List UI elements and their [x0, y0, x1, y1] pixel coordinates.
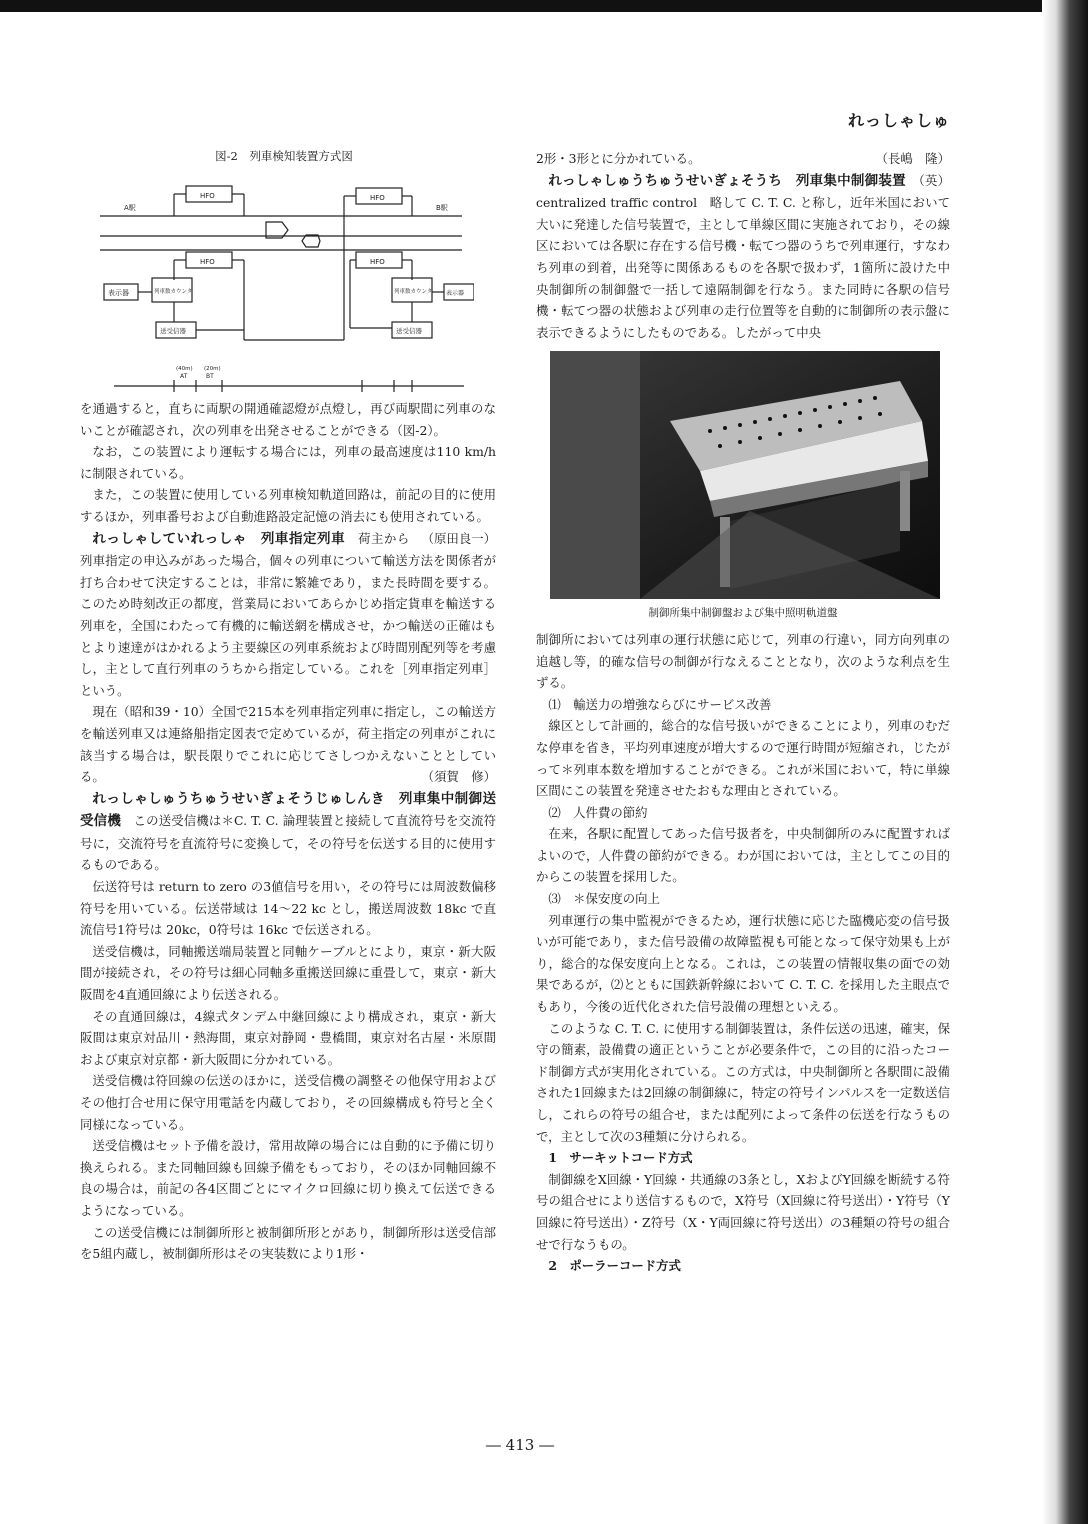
paragraph-text: また，この装置に使用している列車検知軌道回路は，前記の目的に使用するほか，列車番号および自動進路設定記憶の消去にも使用されている。 — [80, 487, 496, 524]
entry-headword: れっしゃしていれっしゃ 列車指定列車 — [92, 530, 346, 547]
author-signature: （原田良一） — [421, 530, 496, 546]
left-column — [80, 398, 496, 1265]
paragraph: を通過すると，直ちに両駅の開通確認燈が点燈し，再び両駅間に列車のないことが確認され，次の列車を出発させることができる（図-2）。 — [80, 401, 496, 438]
paragraph: 送受信機はセット予備を設け，常用故障の場合には自動的に予備に切り換えられる。また同軸回線も回線予備をもっており，そのほか同軸回線不良の場合は，前記の各4区間ごとにマイクロ回線に切り換えて伝送できるようになっている。 — [80, 1138, 496, 1218]
paragraph: 制御線をX回線・Y回線・共通線の3条とし，XおよびY回線を断続する符号の組合せにより送信するもので，X符号（X回線に符号送出）・Y符号（Y回線に符号送出）・Z符号（X・Y両回線に符号送出）の3種類の符号の組合せで行なうもの。 — [536, 1171, 950, 1252]
counter-label: 列車数カウンタ — [154, 289, 193, 295]
entry-ctc — [536, 170, 950, 344]
figure-train-detection-diagram — [94, 148, 474, 388]
entry-body: （英）centralized traffic control 略して C. T. C. と称し，近年米国において大いに発達した信号装置で，主として単線区間に実施されており，その線区においては各駅に存在する信号機・転てつ器のうちで列車運行，すなわち列車の到着，出発等に関係あるものを各駅で扱わず，1箇所に設けた中央制御所の制御盤で一括して遠隔制御を行なう。また同時に各駅の信号機・転てつ器の状態および列車の走行位置等を自動的に制御所の表示盤に表示できるようにしたものである。したがって中央 — [536, 172, 951, 340]
hfo-label: HFO — [200, 258, 215, 266]
paragraph: 在来，各駅に配置してあった信号扱者を，中央制御所のみに配置すればよいので，人件費の節約ができる。わが国においては，主としてこの目的からこの装置を採用した。 — [536, 826, 950, 885]
paragraph-text: 2形・3形とに分かれている。 — [536, 151, 701, 166]
diagram-svg — [94, 160, 474, 400]
entry-headword: れっしゃしゅうちゅうせいぎょそうじゅしんき 列車集中制御送受信機 — [80, 790, 496, 830]
photo-illustration — [550, 351, 940, 599]
display-label: 表示器 — [446, 290, 465, 297]
entry-train-designated — [80, 528, 496, 702]
paragraph: なお，この装置により運転する場合には，列車の最高速度は110 km/h に制限されている。 — [80, 444, 496, 481]
photo-caption: 制御所集中制御盤および集中照明軌道盤 — [648, 607, 838, 620]
dimension-label: BT — [206, 373, 214, 380]
subheading: ⑴ 輸送力の増強ならびにサービス改善 — [548, 696, 772, 712]
paragraph — [80, 701, 496, 787]
counter-label: 列車数カウンタ — [394, 289, 433, 295]
paragraph: 線区として計画的，総合的な信号扱いができることにより，列車のむだな停車を省き，平均列車速度が増大するので運行時間が短縮され，じたがって＊列車本数を増加することができる。これが米国において，特に単線区間にこの装置を発達させたおもな理由とされている。 — [536, 718, 950, 799]
entry-headword: れっしゃしゅうちゅうせいぎょそうち 列車集中制御装置 — [548, 172, 906, 189]
paragraph-text: 現在（昭和39・10）全国で215本を列車指定列車に指定し，この輸送方を輸送列車又は連絡船指定図表で定めているが，荷主指定の列車がこれに該当する場合は，駅長限りでこれに応じてさしつかえないこととしている。 — [80, 704, 496, 785]
running-header: れっしゃしゅ — [847, 111, 950, 130]
page-number: ― 413 ― — [485, 1436, 555, 1454]
station-b-label: B駅 — [436, 204, 448, 212]
paragraph: その直通回線は，4線式タンデム中継回線により構成され，東京・新大阪間は東京対品川・熱海間，東京対静岡・豊橋間，東京対名古屋・米原間および東京対京都・新大阪間に分かれている。 — [80, 1008, 496, 1067]
author-signature: （須賀 修） — [421, 769, 496, 785]
entry-body: 荷主から列車指定の申込みがあった場合，個々の列車について輸送方法を関係者が打ち合わせて決定することは，非常に繁雑であり，また長時間を要する。このため時刻改正の都度，営業局においてあらかじめ指定貨車を輸送する列車を，全国にわたって有機的に輸送網を構成させ，かつ輸送の正確はもとより速達がはかれるよう主要線区の列車系統および時間別配列等を考慮し，主として直行列車のうちから指定している。これを［列車指定列車］という。 — [80, 530, 496, 698]
right-column — [536, 148, 950, 1277]
method-heading: 2 ポーラーコード方式 — [548, 1258, 681, 1274]
paragraph: 伝送符号は return to zero の3値信号を用い，その符号には周波数偏移符号を用いている。伝送帯域は 14～22 kc とし，搬送周波数 18kc で直流信号1符号は 20kc，0符号は 16kc で伝送される。 — [80, 879, 496, 938]
paragraph: このような C. T. C. に使用する制御装置は，条件伝送の迅速，確実，保守の簡素，設備費の適正ということが必要条件で，この目的に沿ったコード制御方式が実用化されている。この方式は，中央制御所と各駅間に設備された1回線または2回線の制御線に，特定の符号インパルスを一定数送信し，これらの符号の組合せ，または配列によって条件の伝送を行なうもので，主として次の3種類に分けられる。 — [536, 1020, 950, 1144]
entry-ctc-transceiver — [80, 788, 496, 876]
entry-body: この送受信機は＊C. T. C. 論理装置と接続して直流符号を交流符号に，交流符号を直流符号に変換して，その符号を伝送する目的に使用するものである。 — [80, 813, 497, 873]
transceiver-label: 送受信器 — [396, 327, 422, 335]
hfo-label: HFO — [370, 258, 385, 266]
dimension-label: AT — [180, 373, 188, 380]
dimension-label: (20m) — [204, 366, 221, 372]
paragraph: 送受信機は，同軸搬送端局装置と同軸ケーブルとにより，東京・新大阪間が接続され，その符号は細心同軸多重搬送回線に重畳して，東京・新大阪間を4直通回線により伝送される。 — [80, 943, 496, 1003]
station-a-label: A駅 — [124, 204, 136, 212]
top-border — [0, 0, 1088, 12]
method-heading: 1 サーキットコード方式 — [548, 1150, 693, 1166]
transceiver-label: 送受信器 — [160, 327, 186, 335]
subheading: ⑶ ＊保安度の向上 — [548, 891, 660, 907]
hfo-label: HFO — [200, 192, 215, 200]
ctc-panel-photo — [550, 351, 940, 599]
paragraph — [536, 148, 950, 170]
page-edge-shadow — [1042, 0, 1088, 1524]
subheading: ⑵ 人件費の節約 — [548, 804, 648, 820]
paragraph: 制御所においては列車の運行状態に応じて，列車の行違い，同方向列車の追越し等，的確な信号の制御が行なえることとなり，次のような利点を生ずる。 — [536, 631, 950, 691]
train-right — [302, 235, 320, 247]
paragraph: この送受信機には制御所形と被制御所形とがあり，制御所形は送受信部を5組内蔵し，被制御所形はその実装数により1形・ — [80, 1224, 496, 1262]
dimension-label: (40m) — [176, 366, 193, 372]
paragraph: 列車運行の集中監視ができるため，運行状態に応じた臨機応変の信号扱いが可能であり，また信号設備の故障監視も可能となって保守効果も上がり，総合的な保安度向上となる。これは，この装置の情報収集の面での効果であるが，⑵とともに国鉄新幹線において C. T. C. を採用した主眼点でもあり，今後の近代化された信号設備の理想といえる。 — [536, 912, 950, 1015]
author-signature: （長嶋 隆） — [875, 151, 950, 166]
paragraph: 送受信機は符回線の伝送のほかに，送受信機の調整その他保守用およびその他打合せ用に保守用電話を内蔵しており，その回線構成も符号と全く同様になっている。 — [80, 1073, 496, 1132]
hfo-label: HFO — [370, 194, 385, 202]
display-label: 表示器 — [108, 289, 129, 297]
figure-caption: 図-2 列車検知装置方式図 — [215, 149, 353, 163]
